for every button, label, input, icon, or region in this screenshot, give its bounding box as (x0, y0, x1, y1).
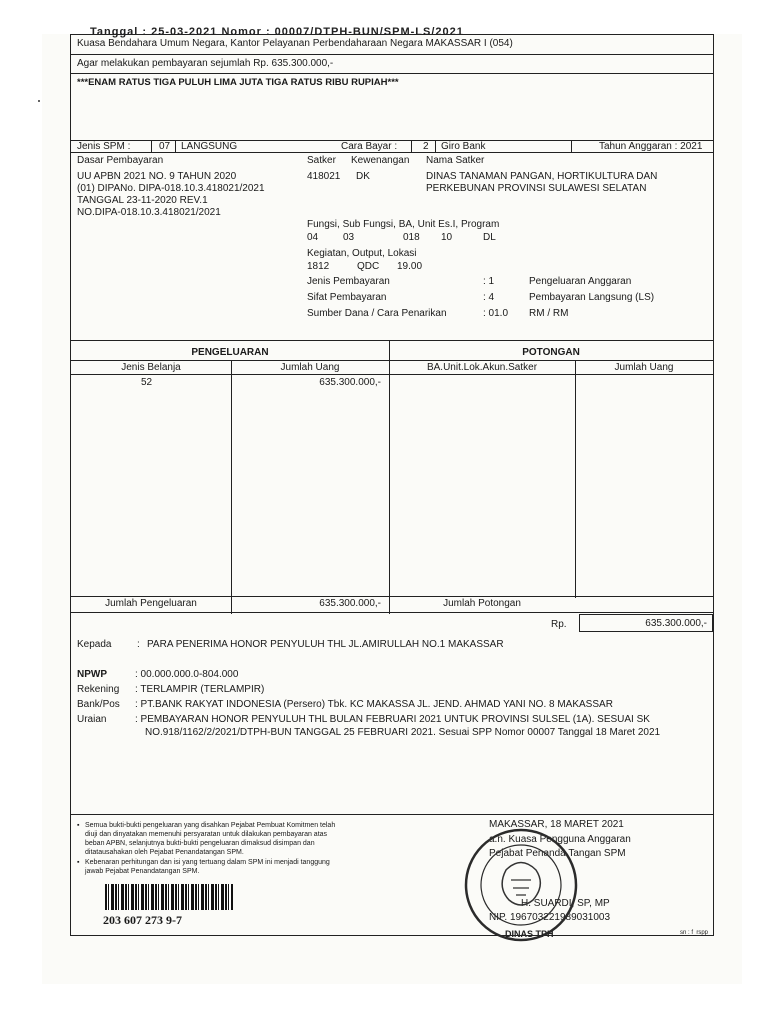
dasar-line: TANGGAL 23-11-2020 REV.1 (77, 195, 208, 206)
speck (38, 100, 40, 102)
table-col-border (231, 360, 232, 614)
jenis-pembayaran-value: Pengeluaran Anggaran (529, 276, 632, 287)
cell-border (175, 140, 176, 152)
note-line: Kebenaran perhitungan dan isi yang tertuang dalam SPM ini menjadi tanggung (85, 859, 330, 866)
table-col-border (389, 340, 390, 614)
divider (71, 374, 713, 375)
sifat-pembayaran-code: : 4 (483, 292, 495, 303)
uraian-line: : PEMBAYARAN HONOR PENYULUH THL BULAN FEBRUARI 2021 UNTUK PROVINSI SULSEL (1A). SESUAI SK (135, 714, 650, 725)
rp-total: 635.300.000,- (645, 618, 707, 629)
sign-line: a.n. Kuasa Pengguna Anggaran (489, 834, 631, 845)
note-bullet: ▪ (77, 822, 80, 829)
tahun-anggaran: Tahun Anggaran : 2021 (599, 141, 703, 152)
header-cut-text: Tanggal : 25-03-2021 Nomor : 00007/DTPH-BUN/SPM-LS/2021 (90, 26, 464, 38)
col-ba-akun: BA.Unit.Lok.Akun.Satker (426, 362, 538, 373)
note-line: Semua bukti-bukti pengeluaran yang disahkan Pejabat Pembuat Komitmen telah (85, 822, 336, 829)
nama-satker-line: DINAS TANAMAN PANGAN, HORTIKULTURA DAN (426, 171, 658, 182)
cell-border (151, 140, 152, 152)
spm-document (70, 34, 714, 939)
kegiatan-label: Kegiatan, Output, Lokasi (307, 248, 417, 259)
divider (71, 814, 713, 815)
jenis-spm-label: Jenis SPM : (77, 141, 131, 152)
divider (71, 152, 713, 153)
kepada-value: PARA PENERIMA HONOR PENYULUH THL JL.AMIRULLAH NO.1 MAKASSAR (147, 639, 504, 650)
agar-line: Agar melakukan pembayaran sejumlah Rp. 635.300.000,- (77, 58, 334, 69)
barcode (105, 884, 233, 910)
sign-nip: NIP. 196703221989031003 (489, 912, 611, 923)
satker-header: Satker (307, 155, 336, 166)
sifat-pembayaran-label: Sifat Pembayaran (307, 292, 387, 303)
divider (71, 340, 713, 341)
terbilang: ***ENAM RATUS TIGA PULUH LIMA JUTA TIGA RATUS RIBU RUPIAH*** (77, 77, 399, 88)
uraian-label: Uraian (77, 714, 107, 725)
note-line: jawab Pejabat Penandatangan SPM. (85, 868, 200, 875)
col-jenis-belanja: Jenis Belanja (121, 362, 181, 373)
footer-code: sn : f_rspp (680, 930, 709, 936)
potongan-header: POTONGAN (522, 347, 580, 358)
satker-code: 418021 (307, 171, 341, 182)
note-bullet: ▪ (77, 859, 80, 866)
nama-satker-header: Nama Satker (426, 155, 485, 166)
sumber-dana-label: Sumber Dana / Cara Penarikan (307, 308, 447, 319)
sign-line: Pejabat Penanda Tangan SPM (489, 848, 626, 859)
sign-name: H. SUARDI, SP, MP (521, 898, 610, 909)
rekening-value: : TERLAMPIR (TERLAMPIR) (135, 684, 265, 695)
sumber-dana-code: : 01.0 (483, 308, 509, 319)
rekening-label: Rekening (77, 684, 120, 695)
kuasa-line: Kuasa Bendahara Umum Negara, Kantor Pelayanan Perbendaharaan Negara MAKASSAR I (054) (77, 38, 513, 49)
divider (71, 73, 713, 74)
pengeluaran-header: PENGELUARAN (191, 347, 269, 358)
cell-border (411, 140, 412, 152)
fungsi-value: 018 (403, 232, 420, 243)
table-col-border (575, 360, 576, 598)
fungsi-value: 04 (307, 232, 319, 243)
col-jumlah-uang-potongan: Jumlah Uang (614, 362, 674, 373)
barcode-number: 203 607 273 9-7 (103, 913, 182, 927)
note-line: beban APBN, selanjutnya bukti-bukti pengeluaran dimaksud disimpan dan (85, 840, 315, 847)
dasar-line: NO.DIPA-018.10.3.418021/2021 (77, 207, 221, 218)
kewenangan-header: Kewenangan (351, 155, 410, 166)
official-stamp (461, 825, 581, 945)
sifat-pembayaran-value: Pembayaran Langsung (LS) (529, 292, 655, 303)
kewenangan-code: DK (356, 171, 370, 182)
sumber-dana-value: RM / RM (529, 308, 569, 319)
bank-value: : PT.BANK RAKYAT INDONESIA (Persero) Tbk. KC MAKASSA JL. JEND. AHMAD YANI NO. 8 MAKASSAR (135, 699, 613, 710)
kegiatan-value: QDC (357, 261, 380, 272)
cell-border (435, 140, 436, 152)
row-jumlah-uang: 635.300.000,- (319, 377, 381, 388)
npwp-value: : 00.000.000.0-804.000 (135, 669, 239, 680)
jenis-pembayaran-code: : 1 (483, 276, 495, 287)
cara-bayar-label: Cara Bayar : (341, 141, 398, 152)
jumlah-pengeluaran-value: 635.300.000,- (319, 598, 381, 609)
divider (71, 596, 713, 597)
dasar-title: Dasar Pembayaran (77, 155, 164, 166)
divider (71, 360, 713, 361)
fungsi-value: 03 (343, 232, 355, 243)
fungsi-value: 10 (441, 232, 453, 243)
cara-bayar-value: Giro Bank (441, 141, 486, 152)
npwp-label: NPWP (77, 669, 107, 680)
jumlah-pengeluaran-label: Jumlah Pengeluaran (105, 598, 197, 609)
rp-label: Rp. (551, 619, 567, 630)
jenis-pembayaran-label: Jenis Pembayaran (307, 276, 390, 287)
nama-satker-line: PERKEBUNAN PROVINSI SULAWESI SELATAN (426, 183, 647, 194)
cara-bayar-no: 2 (423, 141, 429, 152)
note-line: diuji dan dinyatakan memenuhi persyaratan untuk dilakukan pembayaran atas (85, 831, 328, 838)
fungsi-label: Fungsi, Sub Fungsi, BA, Unit Es.I, Program (307, 219, 500, 230)
uraian-line: NO.918/1162/2/2021/DTPH-BUN TANGGAL 25 FEBRUARI 2021. Sesuai SPP Nomor 00007 Tanggal 18 Maret 2021 (145, 727, 661, 738)
kepada-label: Kepada (77, 639, 112, 650)
jenis-spm-no: 07 (159, 141, 171, 152)
col-jumlah-uang: Jumlah Uang (280, 362, 340, 373)
dasar-line: UU APBN 2021 NO. 9 TAHUN 2020 (77, 171, 237, 182)
kegiatan-value: 19.00 (397, 261, 423, 272)
sign-place-date: MAKASSAR, 18 MARET 2021 (489, 819, 624, 830)
divider (71, 612, 713, 613)
bank-label: Bank/Pos (77, 699, 120, 710)
kegiatan-value: 1812 (307, 261, 330, 272)
row-jenis-belanja: 52 (141, 377, 153, 388)
stamp-label: DINAS TPH (505, 929, 554, 939)
jumlah-potongan-label: Jumlah Potongan (443, 598, 521, 609)
divider (71, 54, 713, 55)
cell-border (571, 140, 572, 152)
kepada-colon: : (137, 639, 140, 650)
dasar-line: (01) DIPANo. DIPA-018.10.3.418021/2021 (77, 183, 265, 194)
note-line: ditatausahakan oleh Pejabat Penandatangan SPM. (85, 849, 244, 856)
jenis-spm-value: LANGSUNG (181, 141, 238, 152)
fungsi-value: DL (483, 232, 496, 243)
